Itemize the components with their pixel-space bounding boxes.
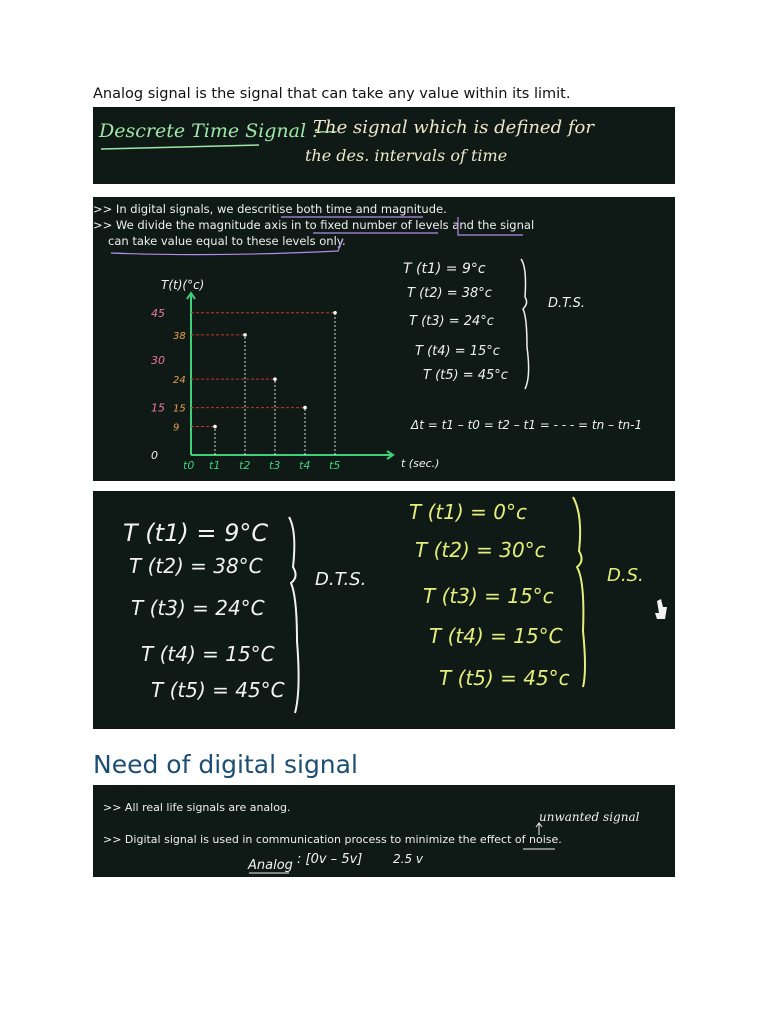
equation-4: T (t4) = 15°c bbox=[415, 344, 500, 359]
dts-term: Descrete Time Signal :— bbox=[99, 120, 338, 142]
left-level-label: 0 bbox=[151, 449, 158, 462]
sample-point bbox=[213, 425, 217, 429]
sample-point bbox=[243, 333, 247, 337]
equations-brace bbox=[521, 259, 529, 389]
y-axis-label: T(t)(°c) bbox=[161, 278, 205, 292]
ds-equation-list bbox=[409, 500, 570, 690]
dts-definition-line2: the des. intervals of time bbox=[305, 146, 508, 165]
analog-label: Analog bbox=[248, 858, 293, 873]
dts-eq-3: T (t3) = 24°C bbox=[131, 596, 265, 620]
time-tick-label: t4 bbox=[299, 459, 311, 472]
bullet-descritise: >> In digital signals, we descritise both time and magnitude. bbox=[93, 202, 447, 216]
dts-vs-ds-board-image bbox=[93, 491, 675, 729]
analog-value: 2.5 v bbox=[393, 852, 423, 866]
left-level-label: 15 bbox=[151, 401, 165, 415]
sample-point bbox=[303, 406, 307, 410]
left-level-label: 45 bbox=[151, 306, 165, 320]
ds-eq-5: T (t5) = 45°c bbox=[439, 666, 570, 690]
equation-3: T (t3) = 24°c bbox=[409, 314, 494, 329]
dts-plot-board-image bbox=[93, 197, 675, 481]
need-digital-board-image bbox=[93, 785, 675, 877]
dts-equations bbox=[403, 261, 508, 383]
dts-brace bbox=[289, 517, 299, 713]
dts-eq-1: T (t1) = 9°C bbox=[123, 519, 269, 547]
dts-stem-plot bbox=[151, 293, 393, 472]
delta-t-equation: Δt = t1 – t0 = t2 – t1 = - - - = tn – tn-1 bbox=[411, 418, 643, 432]
time-tick-label: t5 bbox=[329, 459, 341, 472]
dts-bracket-label: D.T.S. bbox=[548, 296, 586, 311]
ds-brace bbox=[573, 497, 585, 687]
time-tick-label: t3 bbox=[269, 459, 281, 472]
bullet-minimize-noise: >> Digital signal is used in communication process to minimize the effect of noise. bbox=[103, 833, 562, 846]
definition-board-image bbox=[93, 107, 675, 184]
time-tick-label: t0 bbox=[183, 459, 195, 472]
dts-equation-list bbox=[123, 519, 285, 702]
ds-eq-1: T (t1) = 0°c bbox=[409, 500, 527, 524]
dts-term-underline bbox=[101, 145, 259, 149]
dts-eq-4: T (t4) = 15°C bbox=[141, 642, 275, 666]
time-tick-label: t1 bbox=[209, 459, 221, 472]
sample-point bbox=[273, 377, 277, 381]
inner-level-label: 9 bbox=[173, 422, 180, 434]
analog-range: : [0v – 5v] bbox=[297, 852, 363, 867]
left-level-label: 30 bbox=[151, 354, 165, 368]
ds-eq-2: T (t2) = 30°c bbox=[415, 538, 546, 562]
dts-eq-2: T (t2) = 38°C bbox=[129, 554, 263, 578]
ds-label: D.S. bbox=[607, 565, 644, 586]
inner-level-label: 24 bbox=[173, 375, 186, 387]
equation-1: T (t1) = 9°c bbox=[403, 261, 486, 277]
dts-definition-line1: The signal which is defined for bbox=[313, 117, 594, 138]
hand-cursor-icon bbox=[655, 599, 667, 619]
equation-5: T (t5) = 45°c bbox=[423, 368, 508, 383]
x-axis-label: t (sec.) bbox=[401, 457, 440, 470]
unwanted-signal-annotation: unwanted signal bbox=[539, 810, 640, 824]
intro-text: Analog signal is the signal that can take any value within its limit. bbox=[93, 86, 571, 102]
equation-2: T (t2) = 38°c bbox=[407, 286, 492, 301]
section-heading: Need of digital signal bbox=[93, 750, 358, 779]
inner-level-label: 15 bbox=[173, 403, 186, 415]
dts-eq-5: T (t5) = 45°C bbox=[151, 678, 285, 702]
sample-point bbox=[333, 311, 337, 315]
dts-label: D.T.S. bbox=[315, 569, 367, 590]
ds-eq-4: T (t4) = 15°C bbox=[429, 624, 563, 648]
bullet-real-life: >> All real life signals are analog. bbox=[103, 801, 291, 814]
inner-level-label: 38 bbox=[173, 330, 186, 342]
bullet-divide-axis-cont: can take value equal to these levels only. bbox=[108, 234, 346, 248]
time-tick-label: t2 bbox=[239, 459, 251, 472]
bullet-divide-axis: >> We divide the magnitude axis in to fixed number of levels and the signal bbox=[93, 218, 535, 232]
ds-eq-3: T (t3) = 15°c bbox=[423, 584, 554, 608]
